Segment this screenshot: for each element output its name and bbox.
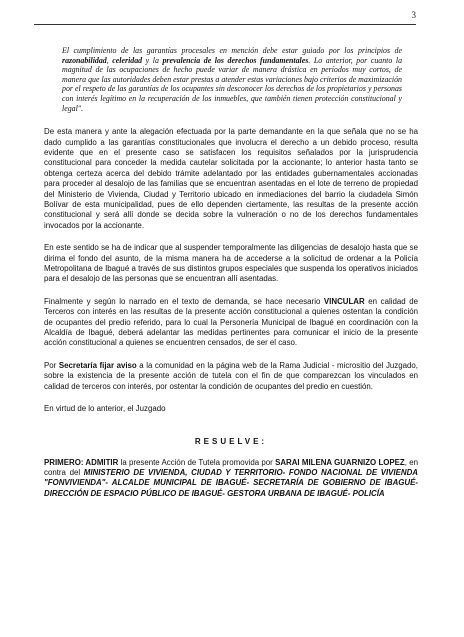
paragraph-emphasis: VINCULAR: [323, 296, 365, 306]
paragraph-text: , en contra del: [44, 457, 418, 477]
quote-emphasis: celeridad: [112, 55, 143, 65]
paragraph-analysis: De esta manera y ante la alegación efectuada por la parte demandante en la que señala que no se ha dado cumplido a las garantías constitucionales que involucra el derecho a un debido proceso, resulta evidente que en el presente caso se satisfacen los requisitos señalados por la jurisprudencia constitucional para conceder la medida cautelar solicitada por la accionante; lo anterior hasta tanto se obtenga certeza acerca del debido trámite adelantado por las entidades gubernamentales accionadas para proceder al desalojo de las familias que se encuentran asentadas en el lote de terreno de propiedad del Ministerio de Vivienda, Ciudad y Territorio ubicado en inmediaciones del barrio la ciudadela Simón Bolívar de esta municipalidad, pues de ello dependen ciertamente, las resultas de la presente acción constitucional y será allí donde se decida sobre la vulneración o no de los derechos fundamentales invocados por la accionante.: [44, 127, 418, 230]
quote-text: ,: [106, 55, 113, 65]
quote-emphasis: prevalencia de los derechos fundamentales: [162, 55, 309, 65]
resuelve-heading: RESUELVE:: [194, 436, 268, 446]
paragraph-emphasis: SARAI MILENA GUARNIZO LOPEZ: [275, 457, 405, 467]
paragraph-text: Por: [44, 360, 59, 370]
paragraph-primero: [44, 458, 418, 500]
page-number: 3: [411, 10, 416, 20]
paragraph-text: Finalmente y según lo narrado en el texto de demanda, se hace necesario: [44, 296, 324, 306]
document-body: [44, 46, 418, 499]
paragraph-emphasis: MINISTERIO DE VIVIENDA, CIUDAD Y TERRITORIO- FONDO NACIONAL DE VIVIENDA "FONVIVIENDA"- ALCALDE MUNICIPAL DE IBAGUÉ- SECRETARÍA DE GOBIERNO DE IBAGUÉ- DIRECCIÓN DE ESPACIO PÚBLICO DE IBAGUÉ- GESTORA URBANA DE IBAGUÉ- POLICÍA: [44, 467, 418, 498]
paragraph-vinculacion: [44, 297, 418, 349]
quote-text: . Lo anterior, por cuanto la magnitud de las ocupaciones de hecho puede variar de manera drástica en períodos muy cortos, de manera que las autoridades deben estar prestas a atender estas variaciones bajo criterios de maximización por el respeto de las garantías de los ocupantes sin desconocer los derechos de los propietarios y personas con interés legítimo en la recuperación de los inmuebles, que también tienen protección constitucional y legal".: [62, 55, 403, 113]
paragraph-suspension: En este sentido se ha de indicar que al suspender temporalmente las diligencias de desalojo hasta que se dirima el fondo del asunto, de la misma manera ha de accederse a la solicitud de ordenar a la Policía Metropolitana de Ibagué a través de sus distintos grupos especiales que suspenda los operativos iniciados para el desalojo de las personas que se encuentran allí asentadas.: [44, 243, 418, 284]
paragraph-text: la presente Acción de Tutela promovida por: [118, 457, 276, 467]
paragraph-text: a la comunidad en la página web de la Rama Judicial - micrositio del Juzgado, sobre la existencia de la presente acción de tutela con el fin de que comparezcan los vinculados en calidad de terceros con interés, por ostentar la condición de ocupantes del predio en cuestión.: [44, 360, 418, 391]
paragraph-aviso: [44, 361, 418, 392]
header-rule: [34, 24, 416, 25]
paragraph-text: en calidad de Terceros con interés en las resultas de la presente acción constitucional a quienes ostentan la condición de ocupantes del predio referido, para lo cual la Personería Municipal de Ibagué en coordinación con la Alcaldía de Ibagué, deberá adelantar las medidas pertinentes para comunicar el inicio de la presente acción constitucional a quienes se encuentren censados, de ser el caso.: [44, 296, 419, 348]
quote-text: y la: [142, 55, 163, 65]
jurisprudence-quote: [62, 46, 402, 113]
quote-text: El cumplimiento de las garantías procesales en mención debe estar guiado por los principios de: [62, 46, 402, 55]
paragraph-emphasis: PRIMERO: ADMITIR: [44, 457, 119, 467]
quote-emphasis: razonabilidad: [62, 55, 107, 65]
paragraph-juzgado: En virtud de lo anterior, el Juzgado: [44, 404, 166, 414]
paragraph-emphasis: Secretaría fijar aviso: [58, 360, 137, 370]
